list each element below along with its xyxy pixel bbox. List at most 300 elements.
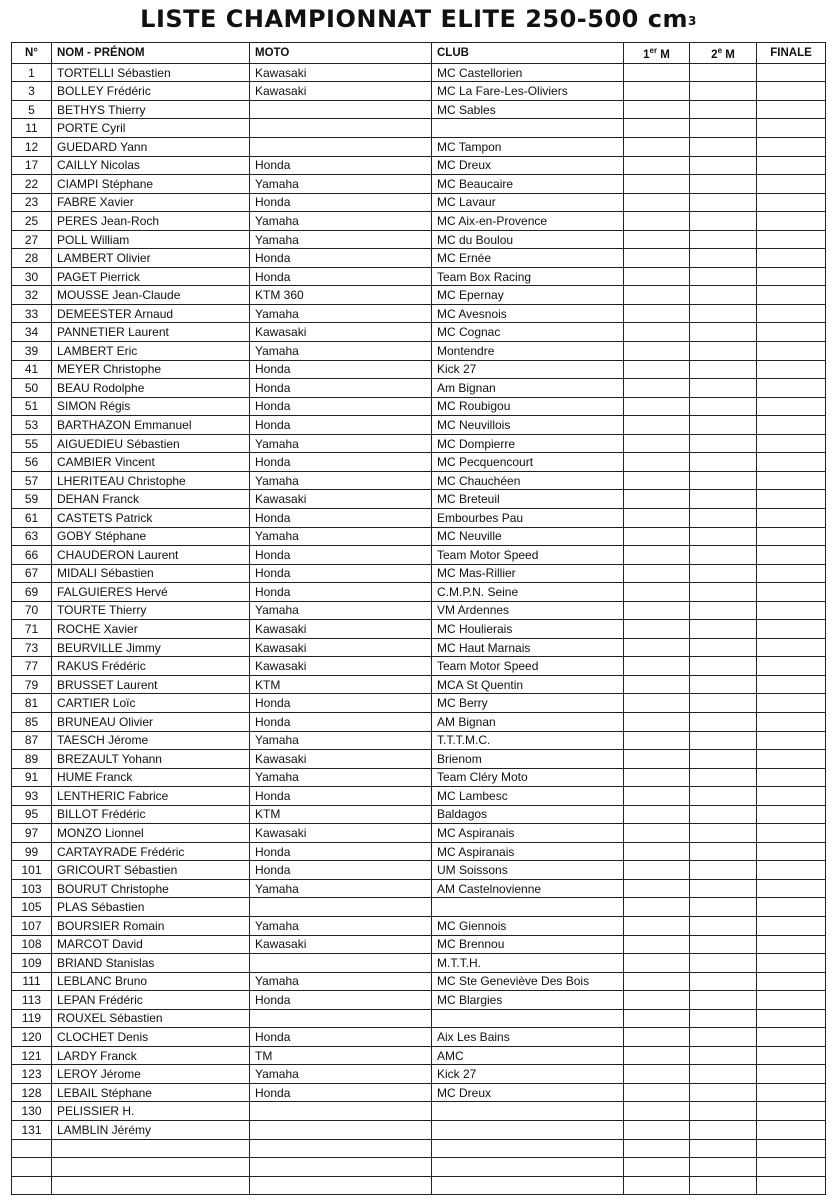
row-second-heat [690,379,757,398]
row-first-heat [624,212,690,231]
row-first-heat [624,1139,690,1158]
table-row [12,342,826,361]
row-moto: Kawasaki [250,490,432,509]
row-club: AM Bignan [432,712,624,731]
row-moto: Kawasaki [250,657,432,676]
row-finale [757,1028,826,1047]
row-first-heat [624,824,690,843]
row-name: BRUNEAU Olivier [52,712,250,731]
row-first-heat [624,397,690,416]
row-second-heat [690,82,757,101]
row-name: PLAS Sébastien [52,898,250,917]
row-second-heat [690,212,757,231]
row-name: CHAUDERON Laurent [52,546,250,565]
row-name: MARCOT David [52,935,250,954]
row-name: PAGET Pierrick [52,267,250,286]
row-first-heat [624,230,690,249]
row-first-heat [624,1028,690,1047]
table-row [12,249,826,268]
row-first-heat [624,416,690,435]
row-second-heat [690,342,757,361]
header-finale: FINALE [757,43,826,64]
row-name: BRUSSET Laurent [52,675,250,694]
row-second-heat [690,471,757,490]
row-second-heat [690,138,757,157]
row-second-heat [690,750,757,769]
row-club: Team Cléry Moto [432,768,624,787]
row-finale [757,768,826,787]
row-first-heat [624,249,690,268]
row-finale [757,1121,826,1140]
row-number: 111 [12,972,52,991]
row-moto: Yamaha [250,175,432,194]
table-row [12,323,826,342]
row-name [52,1158,250,1177]
row-finale [757,731,826,750]
table-row [12,1083,826,1102]
row-name: BETHYS Thierry [52,100,250,119]
row-moto: Kawasaki [250,323,432,342]
row-first-heat [624,620,690,639]
row-first-heat [624,1121,690,1140]
row-first-heat [624,63,690,82]
row-name: CIAMPI Stéphane [52,175,250,194]
table-row [12,434,826,453]
row-second-heat [690,119,757,138]
row-finale [757,397,826,416]
table-row [12,972,826,991]
row-number [12,1139,52,1158]
row-number: 32 [12,286,52,305]
row-finale [757,286,826,305]
row-moto: Honda [250,249,432,268]
row-name: LARDY Franck [52,1046,250,1065]
row-finale [757,1083,826,1102]
row-number: 22 [12,175,52,194]
table-row [12,731,826,750]
row-name: PORTE Cyril [52,119,250,138]
row-first-heat [624,954,690,973]
row-number: 77 [12,657,52,676]
row-moto: TM [250,1046,432,1065]
row-name: CARTAYRADE Frédéric [52,842,250,861]
row-second-heat [690,824,757,843]
row-moto: Yamaha [250,879,432,898]
row-number: 109 [12,954,52,973]
championship-table [11,42,826,1195]
row-first-heat [624,360,690,379]
row-second-heat [690,1046,757,1065]
table-row [12,1046,826,1065]
header-first-heat-num: 1 [643,48,650,61]
row-finale [757,935,826,954]
row-finale [757,1102,826,1121]
table-row [12,1009,826,1028]
row-club: MC Dreux [432,156,624,175]
row-second-heat [690,490,757,509]
row-finale [757,972,826,991]
row-name: POLL William [52,230,250,249]
row-number: 53 [12,416,52,435]
row-name: LENTHERIC Fabrice [52,787,250,806]
row-first-heat [624,286,690,305]
row-moto [250,954,432,973]
row-club [432,1121,624,1140]
row-moto: Kawasaki [250,620,432,639]
row-club: MC Houlierais [432,620,624,639]
table-row [12,82,826,101]
row-first-heat [624,304,690,323]
row-number: 71 [12,620,52,639]
row-club: Montendre [432,342,624,361]
row-number: 59 [12,490,52,509]
row-finale [757,379,826,398]
row-second-heat [690,916,757,935]
row-first-heat [624,508,690,527]
row-name: GUEDARD Yann [52,138,250,157]
table-row [12,935,826,954]
header-second-heat-num: 2 [711,48,718,61]
row-number: 91 [12,768,52,787]
table-row [12,100,826,119]
row-number: 17 [12,156,52,175]
table-row [12,471,826,490]
row-name: TOURTE Thierry [52,601,250,620]
row-number: 39 [12,342,52,361]
row-second-heat [690,230,757,249]
table-row [12,212,826,231]
row-name: BEURVILLE Jimmy [52,638,250,657]
row-club [432,1158,624,1177]
row-first-heat [624,471,690,490]
header-first-heat-label: M [657,48,670,61]
row-moto: Honda [250,991,432,1010]
table-row [12,286,826,305]
row-number: 89 [12,750,52,769]
row-moto: Honda [250,508,432,527]
row-finale [757,304,826,323]
row-second-heat [690,861,757,880]
row-second-heat [690,731,757,750]
table-row [12,546,826,565]
row-second-heat [690,360,757,379]
row-club: UM Soissons [432,861,624,880]
row-number: 101 [12,861,52,880]
row-finale [757,1065,826,1084]
row-name: LAMBERT Olivier [52,249,250,268]
row-name: PELISSIER H. [52,1102,250,1121]
row-first-heat [624,434,690,453]
row-name: LEBLANC Bruno [52,972,250,991]
table-row [12,508,826,527]
row-club: MC Neuville [432,527,624,546]
row-first-heat [624,82,690,101]
page-title [0,4,837,34]
row-number: 50 [12,379,52,398]
row-second-heat [690,1065,757,1084]
row-finale [757,471,826,490]
row-club: MC Breteuil [432,490,624,509]
row-name: CLOCHET Denis [52,1028,250,1047]
row-first-heat [624,175,690,194]
row-moto: Honda [250,397,432,416]
table-row [12,304,826,323]
row-number: 95 [12,805,52,824]
row-second-heat [690,805,757,824]
row-second-heat [690,954,757,973]
row-club: MC Tampon [432,138,624,157]
row-second-heat [690,1176,757,1195]
row-second-heat [690,546,757,565]
row-club: Aix Les Bains [432,1028,624,1047]
row-moto [250,1009,432,1028]
row-name: BARTHAZON Emmanuel [52,416,250,435]
row-finale [757,787,826,806]
row-number [12,1158,52,1177]
row-club: MC Avesnois [432,304,624,323]
row-second-heat [690,1009,757,1028]
table-row [12,601,826,620]
row-first-heat [624,861,690,880]
row-second-heat [690,416,757,435]
row-first-heat [624,991,690,1010]
table-row [12,1121,826,1140]
row-number: 55 [12,434,52,453]
row-number: 123 [12,1065,52,1084]
row-name: AIGUEDIEU Sébastien [52,434,250,453]
table-row [12,119,826,138]
row-first-heat [624,138,690,157]
row-number: 119 [12,1009,52,1028]
row-finale [757,620,826,639]
row-number: 1 [12,63,52,82]
row-number: 63 [12,527,52,546]
table-row [12,916,826,935]
row-second-heat [690,1158,757,1177]
row-moto: Yamaha [250,601,432,620]
row-moto: Honda [250,842,432,861]
row-first-heat [624,193,690,212]
header-club: CLUB [432,43,624,64]
row-number: 30 [12,267,52,286]
table-body [12,63,826,1194]
row-name: BREZAULT Yohann [52,750,250,769]
row-second-heat [690,879,757,898]
row-second-heat [690,935,757,954]
table-row [12,861,826,880]
row-finale [757,434,826,453]
header-moto: MOTO [250,43,432,64]
table-row [12,657,826,676]
row-second-heat [690,694,757,713]
row-number: 70 [12,601,52,620]
row-club: AMC [432,1046,624,1065]
row-name: RAKUS Frédéric [52,657,250,676]
row-moto: Kawasaki [250,638,432,657]
table-row [12,267,826,286]
row-second-heat [690,1083,757,1102]
row-name: PANNETIER Laurent [52,323,250,342]
row-second-heat [690,675,757,694]
row-club: Kick 27 [432,1065,624,1084]
row-name: LHERITEAU Christophe [52,471,250,490]
row-moto: Honda [250,379,432,398]
row-finale [757,824,826,843]
row-second-heat [690,898,757,917]
row-second-heat [690,1102,757,1121]
row-second-heat [690,1139,757,1158]
row-finale [757,750,826,769]
row-moto: Honda [250,564,432,583]
row-moto: Yamaha [250,972,432,991]
row-first-heat [624,712,690,731]
row-name: SIMON Régis [52,397,250,416]
row-finale [757,230,826,249]
row-first-heat [624,638,690,657]
row-second-heat [690,620,757,639]
row-name: BOURSIER Romain [52,916,250,935]
row-first-heat [624,323,690,342]
row-number: 28 [12,249,52,268]
table-row [12,175,826,194]
row-finale [757,601,826,620]
row-club [432,898,624,917]
row-second-heat [690,638,757,657]
row-finale [757,564,826,583]
row-moto: Honda [250,787,432,806]
table-row [12,63,826,82]
row-number: 33 [12,304,52,323]
row-name: LAMBERT Eric [52,342,250,361]
row-moto [250,1121,432,1140]
row-name [52,1176,250,1195]
header-second-heat [690,43,757,64]
row-number: 99 [12,842,52,861]
row-first-heat [624,342,690,361]
row-first-heat [624,379,690,398]
table-row [12,490,826,509]
title-superscript: 3 [687,14,697,28]
row-club: MC Lambesc [432,787,624,806]
row-first-heat [624,805,690,824]
row-number: 73 [12,638,52,657]
row-second-heat [690,787,757,806]
table-row [12,1158,826,1177]
row-second-heat [690,527,757,546]
row-number: 93 [12,787,52,806]
row-club: MC Dompierre [432,434,624,453]
row-number: 41 [12,360,52,379]
row-first-heat [624,694,690,713]
row-number: 79 [12,675,52,694]
row-first-heat [624,1176,690,1195]
row-name: HUME Franck [52,768,250,787]
row-first-heat [624,787,690,806]
table-row [12,360,826,379]
table-row [12,991,826,1010]
row-number: 12 [12,138,52,157]
row-moto [250,1176,432,1195]
table-row [12,193,826,212]
row-number: 66 [12,546,52,565]
row-finale [757,63,826,82]
row-first-heat [624,768,690,787]
row-club: Baldagos [432,805,624,824]
table-header-row [12,43,826,64]
row-first-heat [624,879,690,898]
row-second-heat [690,972,757,991]
row-club: MC Aix-en-Provence [432,212,624,231]
row-finale [757,508,826,527]
row-moto: Yamaha [250,434,432,453]
row-moto [250,1158,432,1177]
row-name: BEAU Rodolphe [52,379,250,398]
row-second-heat [690,397,757,416]
table-row [12,954,826,973]
row-first-heat [624,100,690,119]
row-club [432,1176,624,1195]
table-row [12,527,826,546]
row-club: MC Castellorien [432,63,624,82]
row-name: FALGUIERES Hervé [52,583,250,602]
row-moto: Yamaha [250,212,432,231]
row-first-heat [624,898,690,917]
row-first-heat [624,842,690,861]
row-second-heat [690,842,757,861]
row-moto: Honda [250,1083,432,1102]
row-second-heat [690,453,757,472]
row-moto [250,898,432,917]
row-number: 128 [12,1083,52,1102]
row-name: CARTIER Loïc [52,694,250,713]
row-club: MCA St Quentin [432,675,624,694]
row-finale [757,638,826,657]
row-second-heat [690,564,757,583]
header-second-heat-label: M [722,48,735,61]
row-name: LEPAN Frédéric [52,991,250,1010]
row-number: 85 [12,712,52,731]
row-name [52,1139,250,1158]
row-club: MC Aspiranais [432,842,624,861]
row-moto: Kawasaki [250,63,432,82]
row-club: MC Lavaur [432,193,624,212]
header-second-heat-sup: e [717,46,723,55]
row-finale [757,954,826,973]
row-number: 97 [12,824,52,843]
row-finale [757,1158,826,1177]
row-name: DEHAN Franck [52,490,250,509]
row-first-heat [624,731,690,750]
row-number: 87 [12,731,52,750]
table-row [12,750,826,769]
row-finale [757,156,826,175]
row-club: MC Giennois [432,916,624,935]
row-moto: Honda [250,360,432,379]
row-club: MC du Boulou [432,230,624,249]
row-finale [757,842,826,861]
row-name: ROUXEL Sébastien [52,1009,250,1028]
table-row [12,842,826,861]
row-moto [250,100,432,119]
row-second-heat [690,267,757,286]
row-finale [757,360,826,379]
row-finale [757,694,826,713]
row-second-heat [690,712,757,731]
row-finale [757,1046,826,1065]
row-first-heat [624,119,690,138]
row-number: 107 [12,916,52,935]
row-name: MEYER Christophe [52,360,250,379]
